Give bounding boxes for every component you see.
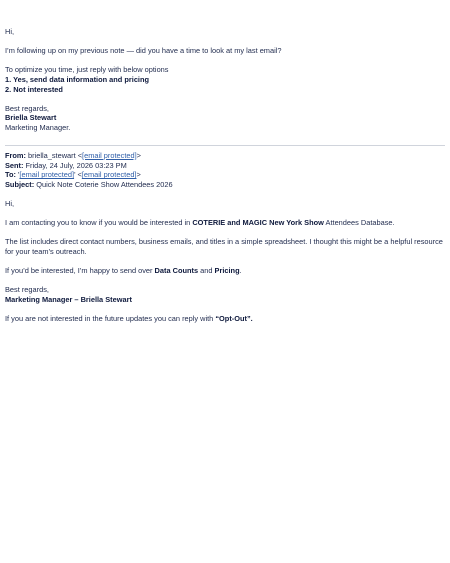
header-from [5, 151, 445, 161]
reply-body [5, 27, 445, 133]
p3-bold-1: Data Counts [154, 266, 199, 276]
original-paragraph-2: The list includes direct contact numbers, business emails, and titles in a simple spreadsheet. I thought this might be a helpful resource for your team’s outreach. [5, 237, 443, 256]
option-yes [5, 75, 445, 85]
from-value: briella_stewart < [25, 151, 83, 160]
to-end: > [136, 170, 141, 180]
sender-name-text: Briella Stewart [5, 113, 57, 123]
follow-up-line: I’m following up on my previous note — did you have a time to look at my last email? [5, 46, 282, 56]
to-mid: ' < [74, 170, 82, 180]
original-paragraph-1 [5, 218, 445, 228]
p1-post: Attendees Database. [323, 218, 395, 228]
header-subject [5, 180, 445, 190]
p1-pre: I am contacting you to know if you would be interested in [5, 218, 193, 228]
option-yes-text: 1. Yes, send data information and pricing [5, 74, 150, 84]
p3-pre: If you’d be interested, I’m happy to send over [5, 266, 155, 276]
greeting: Hi, [5, 27, 15, 36]
p3-mid: and [198, 266, 215, 276]
to-label: To: [5, 170, 16, 180]
separator [5, 145, 445, 146]
closing: Best regards, [5, 103, 49, 113]
from-label: From: [5, 151, 26, 160]
p3-post: . [239, 266, 242, 276]
sender-name [5, 113, 445, 123]
optout-bold: “Opt-Out”. [215, 314, 253, 324]
option-no [5, 85, 445, 95]
original-signature [5, 295, 445, 305]
to-email-link-2[interactable]: [email protected] [81, 170, 137, 180]
sender-title: Marketing Manager. [5, 122, 71, 132]
sent-label: Sent: [5, 160, 24, 170]
subject-value: Quick Note Coterie Show Attendees 2026 [34, 179, 173, 189]
from-email-link[interactable]: [email protected] [82, 151, 137, 160]
option-no-text: 2. Not interested [5, 84, 63, 94]
from-end: > [136, 151, 141, 160]
signature-text: Marketing Manager – Briella Stewart [5, 294, 132, 304]
sent-value: Friday, 24 July, 2026 03:23 PM [23, 160, 127, 170]
original-paragraph-3 [5, 266, 445, 276]
subject-label: Subject: [5, 179, 35, 189]
original-message [5, 151, 445, 324]
to-pre: ' [15, 170, 20, 180]
original-greeting: Hi, [5, 198, 15, 208]
options-intro: To optimize you time, just reply with below options [5, 65, 169, 75]
original-closing: Best regards, [5, 285, 49, 295]
header-to [5, 170, 445, 180]
p1-bold: COTERIE and MAGIC New York Show [192, 218, 324, 228]
header-sent [5, 161, 445, 171]
optout-pre: If you are not interested in the future updates you can reply with [5, 314, 216, 324]
p3-bold-2: Pricing [214, 266, 240, 276]
opt-out-line [5, 314, 445, 324]
to-email-link-1[interactable]: [email protected] [19, 170, 75, 180]
